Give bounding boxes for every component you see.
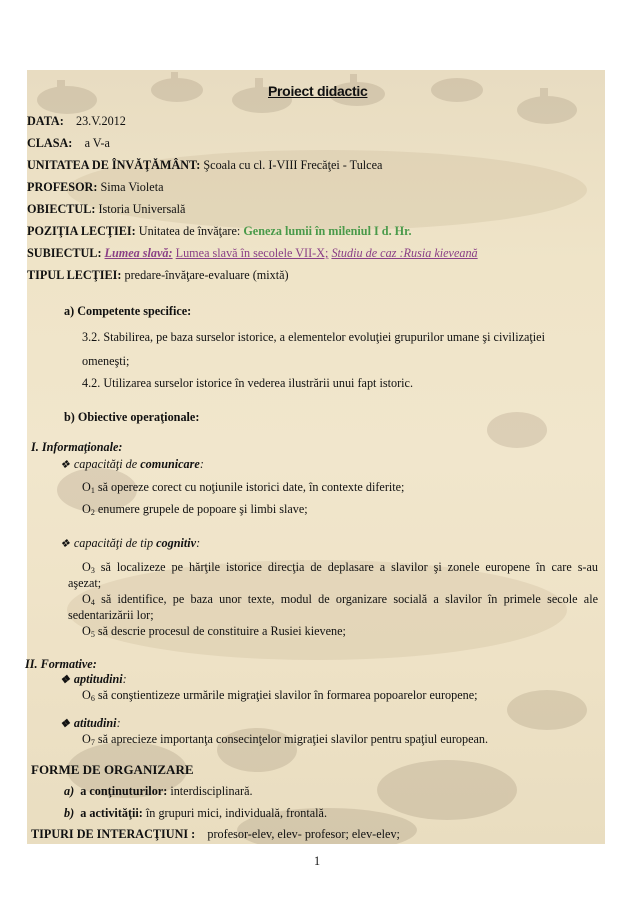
data-label: DATA: xyxy=(27,114,64,128)
diamond-bullet-icon: ❖ xyxy=(60,674,70,686)
diamond-bullet-icon: ❖ xyxy=(60,538,70,550)
obiectul-label: OBIECTUL: xyxy=(27,202,96,216)
clasa-label: CLASA: xyxy=(27,136,73,150)
pozitia-text: Unitatea de învăţare: xyxy=(138,224,241,238)
objective-o5: $O_5$ să descrie procesul de constituire a Rusiei kievene; xyxy=(82,624,346,639)
profesor-value: Sima Violeta xyxy=(100,180,164,194)
objective-o4-line1: $O_4$ să identifice, pe baza unor texte, modul de organizare socială a slavilor în primele secole ale xyxy=(82,592,598,607)
pozitia-row xyxy=(27,224,412,239)
data-row xyxy=(27,114,126,129)
forme-a: a) a conţinuturilor: interdisciplinară. xyxy=(64,784,253,798)
tipul-value: predare-învăţare-evaluare (mixtă) xyxy=(124,268,289,282)
interactiuni-row xyxy=(31,827,400,842)
atitudini-label: atitudini xyxy=(73,716,117,730)
cap1-word: comunicare xyxy=(140,457,200,471)
pozitia-label: POZIŢIA LECŢIEI: xyxy=(27,224,136,238)
subiectul-italic: Lumea slavă: xyxy=(104,246,173,260)
page-number: 1 xyxy=(314,854,321,868)
capacitati-cognitiv: ❖ capacităţi de tip cognitiv: xyxy=(60,536,201,550)
clasa-row xyxy=(27,136,110,151)
diamond-bullet-icon: ❖ xyxy=(60,718,70,730)
subiectul-text: Lumea slavă în secolele VII-X; xyxy=(175,246,329,260)
cap2-prefix: capacităţi de tip xyxy=(73,536,154,550)
objective-o4-line2: sedentarizării lor; xyxy=(68,608,154,622)
data-value: 23.V.2012 xyxy=(75,114,126,128)
aptitudini-label: aptitudini xyxy=(73,672,123,686)
competenta-1-line1: 3.2. Stabilirea, pe baza surselor istorice, a elementelor evoluţiei grupurilor umane şi civilizaţiei xyxy=(82,330,545,344)
competenta-2: 4.2. Utilizarea surselor istorice în vederea ilustrării unui fapt istoric. xyxy=(82,376,413,390)
capacitati-comunicare: ❖ capacităţi de comunicare: xyxy=(60,457,204,471)
subiectul-label: SUBIECTUL: xyxy=(27,246,102,260)
cap1-prefix: capacităţi de xyxy=(73,457,138,471)
formative-heading: II. Formative: xyxy=(25,657,97,671)
tipul-label: TIPUL LECŢIEI: xyxy=(27,268,122,282)
clasa-value: a V-a xyxy=(84,136,110,150)
objective-o6: $O_6$ să conştientizeze urmările migraţiei slavilor în formarea popoarelor europene; xyxy=(82,688,478,703)
interactiuni-value: profesor-elev, elev- profesor; elev-elev; xyxy=(207,827,400,841)
unitatea-value: Şcoala cu cl. I-VIII Frecăţei - Tulcea xyxy=(203,158,383,172)
subiectul-case: Studiu de caz :Rusia kieveană xyxy=(331,246,478,260)
page-title: Proiect didactic xyxy=(268,83,368,99)
objective-o1: $O_1$ să opereze corect cu noţiunile istorici date, în contexte diferite; xyxy=(82,480,405,495)
profesor-label: PROFESOR: xyxy=(27,180,98,194)
competenta-1-line2: omeneşti; xyxy=(82,354,130,368)
unitatea-label: UNITATEA DE ÎNVĂŢĂMÂNT: xyxy=(27,158,201,172)
atitudini-item: ❖ atitudini: xyxy=(60,716,121,730)
forme-b: b) a activităţii: în grupuri mici, individuală, frontală. xyxy=(64,806,327,820)
objective-o3-line1: $O_3$ să localizeze pe hărţile istorice direcţia de deplasare a slavilor şi zonele europene în care s-au xyxy=(82,560,598,575)
interactiuni-label: TIPURI DE INTERACŢIUNI : xyxy=(31,827,196,841)
competente-heading: a) Competente specifice: xyxy=(64,304,192,318)
obiectul-row xyxy=(27,202,185,217)
obiective-heading: b) Obiective operaţionale: xyxy=(64,410,200,424)
objective-o2: $O_2$ enumere grupele de popoare şi limbi slave; xyxy=(82,502,308,517)
objective-o3-line2: aşezat; xyxy=(68,576,102,590)
aptitudini-item: ❖ aptitudini: xyxy=(60,672,127,686)
cap2-word: cognitiv xyxy=(156,536,197,550)
obiectul-value: Istoria Universală xyxy=(98,202,186,216)
unitatea-row xyxy=(27,158,382,173)
pozitia-value: Geneza lumii în mileniul I d. Hr. xyxy=(243,224,412,238)
forme-heading: FORME DE ORGANIZARE xyxy=(31,762,194,777)
informationale-heading: I. Informaţionale: xyxy=(31,440,123,454)
subiectul-row xyxy=(27,246,478,261)
diamond-bullet-icon: ❖ xyxy=(60,459,70,471)
tipul-row xyxy=(27,268,289,283)
objective-o7: $O_7$ să aprecieze importanţa consecinţelor migraţiei slavilor pentru spaţiul european. xyxy=(82,732,489,747)
profesor-row xyxy=(27,180,164,195)
